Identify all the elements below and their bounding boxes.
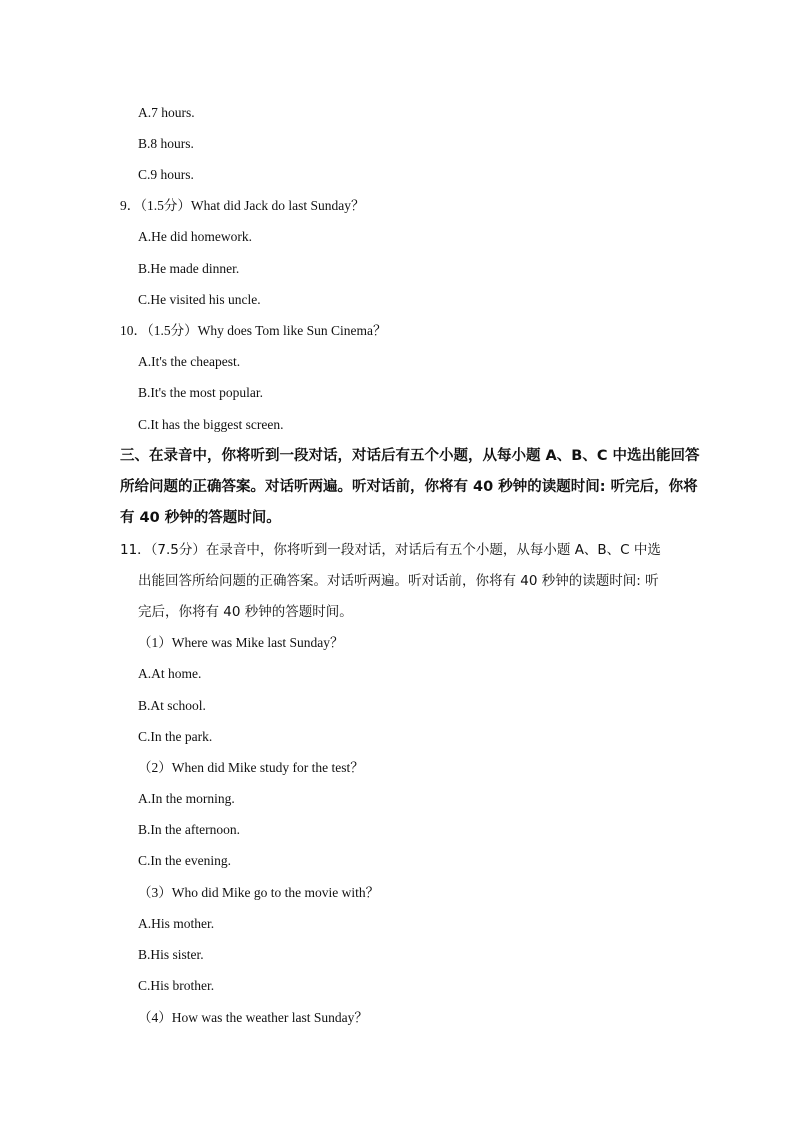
option-11-2a: A.In the morning. [138, 791, 235, 806]
subquestion-1: （1）Where was Mike last Sunday？ [138, 635, 344, 650]
option-9a: A.He did homework. [138, 229, 252, 244]
option-11-1a: A.At home. [138, 666, 202, 681]
section-3-heading-line2: 所给问题的正确答案。对话听两遍。听对话前，你将有 40 秒钟的读题时间: 听完后，你将 [120, 479, 698, 495]
option-11-2c: C.In the evening. [138, 853, 231, 868]
subquestion-4: （4）How was the weather last Sunday？ [138, 1010, 368, 1025]
option-10c: C.It has the biggest screen. [138, 417, 284, 432]
section-3-heading-line1: 三、在录音中，你将听到一段对话，对话后有五个小题，从每小题 A、B、C 中选出能回答 [120, 448, 700, 464]
option-11-3a: A.His mother. [138, 916, 215, 931]
option-11-1b: B.At school. [138, 698, 206, 713]
option-10b: B.It's the most popular. [138, 385, 264, 400]
option-9b: B.He made dinner. [138, 261, 240, 276]
subquestion-2: （2）When did Mike study for the test？ [138, 760, 364, 775]
question-11-line1: 11．（7.5分）在录音中，你将听到一段对话，对话后有五个小题，从每小题 A、B、C 中选 [120, 542, 661, 558]
option-11-2b: B.In the afternoon. [138, 822, 240, 837]
option-9c: C.He visited his uncle. [138, 292, 261, 307]
option-11-3c: C.His brother. [138, 978, 215, 993]
question-9: 9．（1.5分）What did Jack do last Sunday？ [120, 198, 365, 213]
section-3-heading-line3: 有 40 秒钟的答题时间。 [120, 510, 281, 526]
question-10: 10．（1.5分）Why does Tom like Sun Cinema？ [120, 323, 387, 338]
question-11-line3: 完后，你将有 40 秒钟的答题时间。 [138, 604, 353, 620]
subquestion-3: （3）Who did Mike go to the movie with？ [138, 885, 380, 900]
option-8a: A.7 hours. [138, 105, 195, 120]
option-11-1c: C.In the park. [138, 729, 213, 744]
option-10a: A.It's the cheapest. [138, 354, 241, 369]
question-11-line2: 出能回答所给问题的正确答案。对话听两遍。听对话前，你将有 40 秒钟的读题时间: 听 [138, 573, 659, 589]
option-8b: B.8 hours. [138, 136, 194, 151]
option-11-3b: B.His sister. [138, 947, 204, 962]
option-8c: C.9 hours. [138, 167, 194, 182]
